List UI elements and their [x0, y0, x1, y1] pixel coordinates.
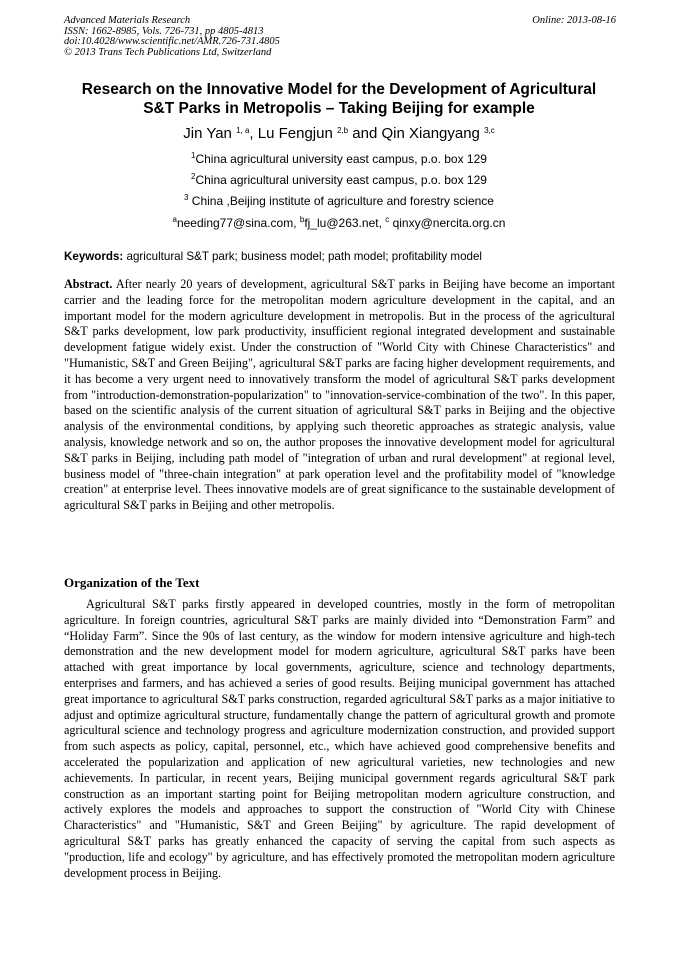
section-paragraph: Agricultural S&T parks firstly appeared in developed countries, mostly in the form of metropolitan agriculture. In foreign countries, agricultural S&T parks are mainly divided into “Demonstration Farm” and “Holiday Farm”. Since the 90s of last century, as the window for modern intensive agriculture and high-tech demonstration and the new development model for modern agriculture, agricultural S&T parks have been attached with great importance by local governments, agriculture, science and technology departments, enterprises and farmers, and has achieved a series of good results. Beijing municipal government has attached great importance to agricultural S&T parks construction, regarded agricultural S&T parks as a major initiative to adjust and optimize agricultural structure, fundamentally change the pattern of agricultural growth and promote agricultural science and technology progress and agriculture modernization construction, and provided support from such aspects as policy, capital, personnel, etc., which have achieved good comprehensive benefits and accelerated the popularization and application of new agricultural varieties, new technologies and new achievements. In particular, in recent years, Beijing municipal government regards agricultural S&T park construction as an important starting point for Beijing metropolitan modern agriculture construction, and actively explores the models and approaches to support the construction of "World City with Chinese Characteristics" and "Humanistic, S&T and Green Beijing" by agriculture. The rapid development of agricultural S&T parks has greatly enhanced the capacity of serving the capital from such aspects as "production, life and ecology" by agriculture, and has effectively promoted the metropolitan modern agriculture development process in Beijing. — [64, 597, 615, 880]
abstract-text: After nearly 20 years of development, agricultural S&T parks in Beijing have become an important carrier and the leading force for the metropolitan modern agriculture development in the capital, and an important model for the modern agriculture development in metropolis. But in the process of the agricultural S&T parks development, low park productivity, insufficient regional integrated development and sustainable development fatigue widely exist. Under the construction of "World City with Chinese Characteristics" and "Humanistic, S&T and Green Beijing", agricultural S&T parks are facing higher development requirements, and it has become a very urgent need to innovatively transform the model of agricultural S&T parks development from "introduction-demonstration-popularization" to "innovation-service-combination of the two". In this paper, based on the scientific analysis of the current situation of agricultural S&T parks in Beijing and the objective analysis of the environmental conditions, by applying such theoretic approaches as strategic analysis, value analysis, knowledge network and so on, the author proposes the innovative development model for agricultural S&T parks in Beijing, including path model of "integration of urban and rural development" at regional level, business model of "three-chain integration" at park operation level and the profitability model of "knowledge creation" at enterprise level. Thees innovative models are of great significance to the sustainable development of agricultural S&T parks in Beijing and other metropolis. — [64, 277, 615, 513]
keywords-text: agricultural S&T park; business model; path model; profitability model — [123, 250, 483, 263]
section-heading: Organization of the Text — [64, 575, 200, 590]
abstract-label: Abstract. — [64, 277, 113, 291]
affiliation-1: $^1$China agricultural university east campus, p.o. box 129 — [191, 151, 487, 166]
doi-line: doi:10.4028/www.scientific.net/AMR.726-731.4805 — [64, 36, 280, 47]
online-date: Online: 2013-08-16 — [532, 15, 616, 26]
affiliation-3: $^3$ China ,Beijing institute of agriculture and forestry science — [184, 193, 494, 208]
journal-header — [64, 16, 280, 58]
author-superscript: 2,b — [337, 126, 349, 135]
author-name: Qin Xiangyang — [381, 125, 480, 142]
email-link[interactable]: fj_lu@263.net, — [304, 216, 386, 230]
author-emails: $^a$needing77@sina.com, $^b$fj_lu@263.net, $^c$ qinxy@nercita.org.cn — [172, 215, 506, 230]
author-name: Lu Fengjun — [257, 125, 333, 142]
journal-name: Advanced Materials Research — [64, 15, 191, 26]
author-list — [40, 124, 638, 144]
copyright-line: © 2013 Trans Tech Publications Ltd, Switzerland — [64, 46, 272, 58]
paper-title — [40, 80, 638, 118]
author-name: Jin Yan — [183, 125, 232, 142]
keywords-label: Keywords: — [64, 250, 124, 263]
affiliation-2: $^2$China agricultural university east campus, p.o. box 129 — [191, 172, 487, 187]
title-line-1: Research on the Innovative Model for the Development of Agricultural — [81, 81, 597, 98]
keywords — [64, 250, 624, 264]
email-link[interactable]: qinxy@nercita.org.cn — [389, 216, 506, 230]
email-link[interactable]: needing77@sina.com, — [176, 216, 300, 230]
author-superscript: 1, a — [236, 126, 250, 135]
author-separator: and — [348, 125, 382, 142]
title-line-2: S&T Parks in Metropolis – Taking Beijing for example — [143, 100, 535, 117]
abstract — [64, 277, 615, 514]
author-separator: , — [249, 125, 258, 142]
issn-line: ISSN: 1662-8985, Vols. 726-731, pp 4805-4813 — [64, 25, 264, 37]
author-superscript: 3,c — [484, 126, 495, 135]
